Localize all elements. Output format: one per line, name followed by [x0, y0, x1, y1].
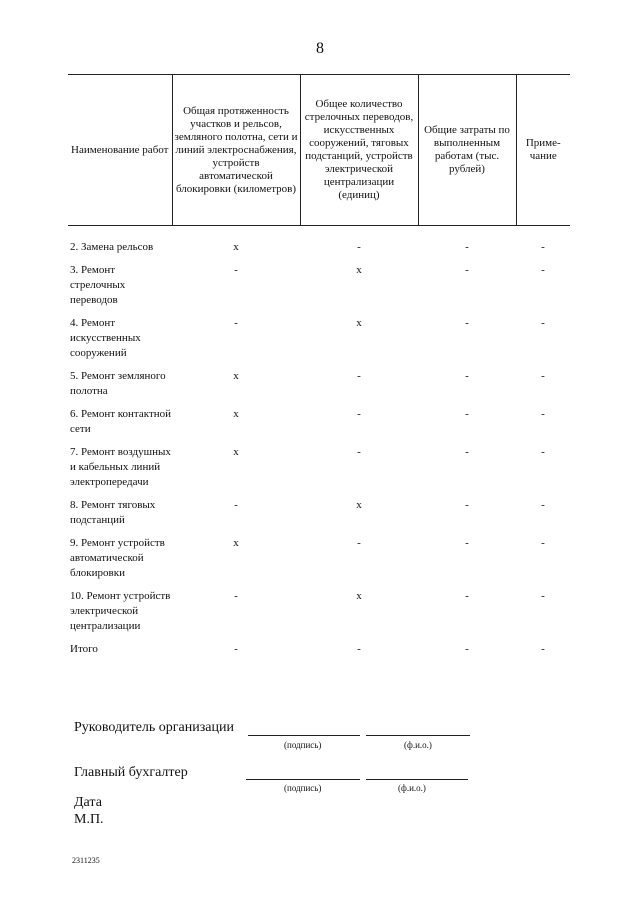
stamp-label: М.П. [74, 812, 104, 827]
cost-cell: - [465, 446, 469, 458]
length-cell: x [233, 241, 239, 253]
note-cell: - [541, 241, 545, 253]
table-row [68, 589, 570, 642]
note-cell: - [541, 264, 545, 276]
table-row [68, 263, 570, 316]
note-cell: - [541, 590, 545, 602]
table-row [68, 536, 570, 589]
note-cell: - [541, 370, 545, 382]
table-row [68, 498, 570, 536]
work-name-cell: 8. Ремонт тяговых подстанций [70, 499, 156, 526]
cost-cell: - [465, 408, 469, 420]
cost-cell: - [465, 264, 469, 276]
works-table [68, 74, 570, 665]
document-code: 2311235 [72, 856, 100, 865]
table-row [68, 445, 570, 498]
head-signature-caption: (подпись) [284, 740, 322, 750]
table-row [68, 642, 570, 665]
work-name-cell: 6. Ремонт контактной сети [70, 408, 172, 435]
count-cell: - [357, 408, 361, 420]
table-row [68, 226, 570, 264]
count-cell: - [357, 537, 361, 549]
length-cell: x [233, 370, 239, 382]
cost-cell: - [465, 241, 469, 253]
cost-cell: - [465, 370, 469, 382]
count-cell: x [356, 317, 362, 329]
accountant-signature-caption: (подпись) [284, 783, 322, 793]
count-cell: x [356, 499, 362, 511]
work-name-cell: Итого [70, 643, 98, 655]
length-cell: - [234, 317, 238, 329]
count-cell: x [356, 590, 362, 602]
head-name-caption: (ф.и.о.) [404, 740, 432, 750]
head-name-line [366, 735, 470, 736]
note-cell: - [541, 499, 545, 511]
accountant-name-line [366, 779, 468, 780]
work-name-cell: 7. Ремонт воздушных и кабельных линий электропередачи [70, 446, 171, 488]
table-row [68, 316, 570, 369]
table-header-row [68, 75, 570, 226]
accountant-signature-line [246, 779, 360, 780]
note-cell: - [541, 643, 545, 655]
work-name-cell: 4. Ремонт искусственных сооружений [70, 317, 141, 359]
table-row [68, 407, 570, 445]
note-cell: - [541, 446, 545, 458]
count-cell: - [357, 370, 361, 382]
head-signature-label: Руководитель организации [74, 720, 234, 735]
length-cell: - [234, 499, 238, 511]
count-cell: - [357, 446, 361, 458]
cost-cell: - [465, 537, 469, 549]
length-cell: - [234, 643, 238, 655]
date-label: Дата [74, 795, 102, 810]
table-row [68, 369, 570, 407]
cost-cell: - [465, 499, 469, 511]
length-cell: x [233, 446, 239, 458]
accountant-signature-label: Главный бухгалтер [74, 765, 188, 780]
count-cell: x [356, 264, 362, 276]
note-cell: - [541, 408, 545, 420]
table-body [68, 226, 570, 666]
note-cell: - [541, 537, 545, 549]
length-cell: - [234, 264, 238, 276]
work-name-cell: 3. Ремонт стрелочных переводов [70, 264, 126, 306]
header-work-name: Наименование работ [68, 75, 172, 226]
work-name-cell: 10. Ремонт устройств электрической централизации [70, 590, 171, 632]
header-total-cost: Общие затраты по выполненным работам (тыс. рублей) [418, 75, 516, 226]
length-cell: - [234, 590, 238, 602]
header-length-km: Общая протяженность участков и рельсов, земляного полотна, сети и линий электроснабжения, устройств автоматической блокировки (километров) [172, 75, 300, 226]
count-cell: - [357, 241, 361, 253]
note-cell: - [541, 317, 545, 329]
header-count-units: Общее количество стрелочных переводов, искусственных сооружений, тяговых подстанций, устройств электрической централизации (единиц) [300, 75, 418, 226]
count-cell: - [357, 643, 361, 655]
accountant-name-caption: (ф.и.о.) [398, 783, 426, 793]
cost-cell: - [465, 590, 469, 602]
length-cell: x [233, 408, 239, 420]
cost-cell: - [465, 643, 469, 655]
work-name-cell: 2. Замена рельсов [70, 241, 154, 253]
cost-cell: - [465, 317, 469, 329]
head-signature-line [248, 735, 360, 736]
length-cell: x [233, 537, 239, 549]
page-number: 8 [316, 40, 324, 57]
work-name-cell: 9. Ремонт устройств автоматической блокировки [70, 537, 165, 579]
work-name-cell: 5. Ремонт земляного полотна [70, 370, 166, 397]
header-note: Приме-чание [516, 75, 570, 226]
